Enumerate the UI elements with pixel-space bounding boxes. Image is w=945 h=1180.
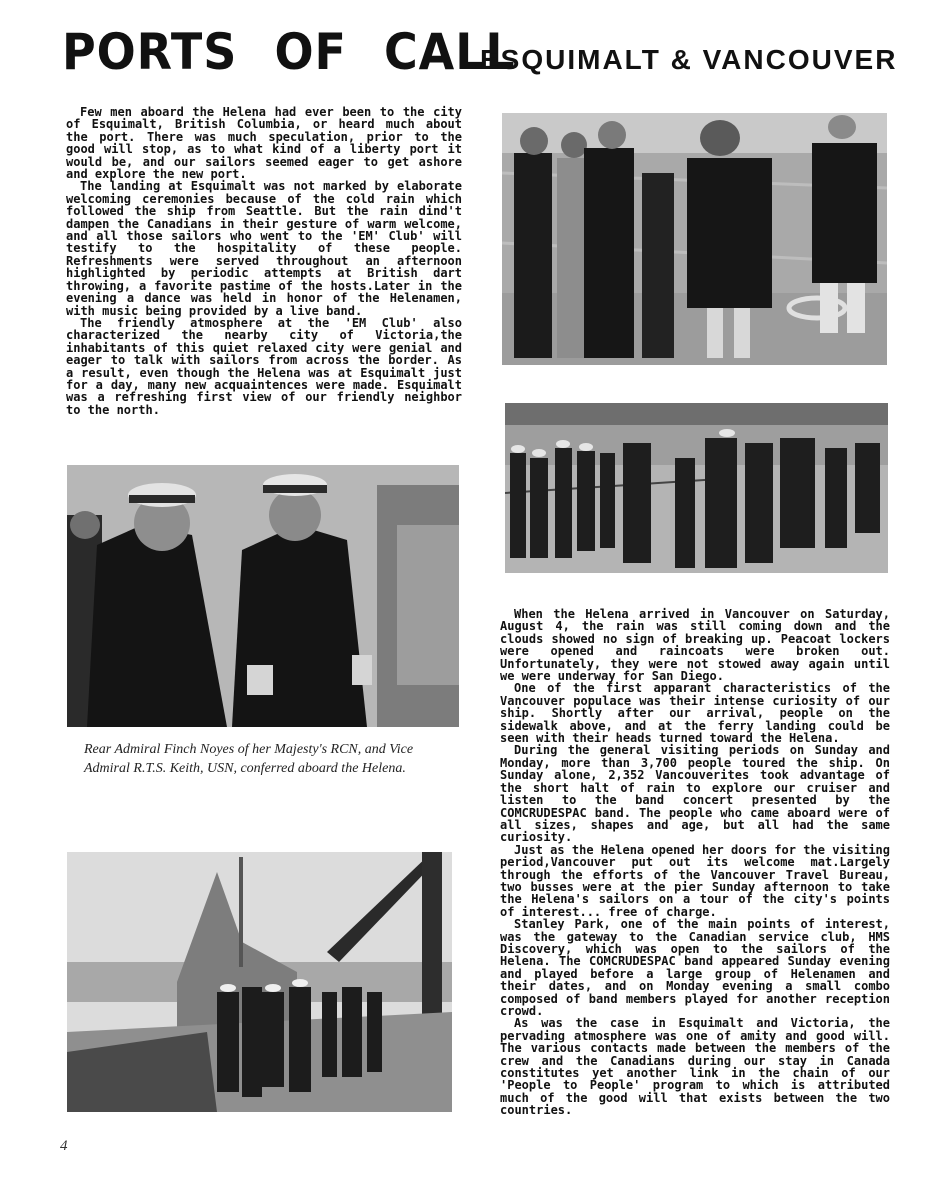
page-number: 4 — [60, 1138, 68, 1154]
right-column-text — [500, 608, 890, 1117]
paragraph: As was the case in Esquimalt and Victoria, the pervading atmosphere was one of amity and good will. The various contacts made between the members of the crew and the Canadians during our stay in Canada constitutes yet another link in the chain of our 'People to People' program to which is attributed much of the good will that exists between the two countries. — [500, 1016, 890, 1118]
left-column-text — [66, 106, 462, 416]
page-subtitle: ESQUIMALT & VANCOUVER — [480, 44, 898, 75]
paragraph: The landing at Esquimalt was not marked by elaborate welcoming ceremonies because of the cold rain which followed the ship from Seattle. But the rain dind't dampen the Canadians in their gesture of warm welcome, and all those sailors who went to the 'EM' Club' will testify to the hospitality of these people. Refreshments were served throughout an afternoon highlighted by periodic attempts at British dart throwing, a favorite pastime of the hosts.Later in the evening a dance was held in honor of the Helenamen, with music being provided by a live band. — [66, 179, 462, 318]
paragraph: The friendly atmosphere at the 'EM Club' also characterized the nearby city of Victoria,the inhabitants of this quiet relaxed city were genial and eager to talk with sailors from across the border. As a result, even though the Helena was at Esquimalt just for a day, many new acquaintences were made. Esquimalt was a refreshing first view of our friendly neighbor to the north. — [66, 315, 462, 417]
paragraph: Few men aboard the Helena had ever been to the city of Esquimalt, British Columbia, or heard much about the port. There was much speculation, prior to the good will stop, as to what kind of a liberty port it would be, and our sailors seemed eager to get ashore and explore the new port. — [66, 105, 462, 182]
photo-sailors-with-visitors — [502, 113, 887, 365]
photo-ship-at-dock — [67, 852, 452, 1112]
paragraph: Just as the Helena opened her doors for the visiting period,Vancouver put out its welcome mat.Largely through the efforts of the Vancouver Travel Bureau, two busses were at the pier Sunday afternoon to take the Helena's sailors on a tour of the city's points of interest... free of charge. — [500, 842, 890, 919]
paragraph: During the general visiting periods on Sunday and Monday, more than 3,700 people toured the ship. On Sunday alone, 2,352 Vancouverites took advantage of the short halt of rain to explore our cruiser and listen to the band concert presented by the COMCRUDESPAC band. The people who came aboard were of all sizes, shapes and age, but all had the same curiosity. — [500, 743, 890, 845]
page-title: PORTS OF CALL — [62, 23, 516, 81]
paragraph: Stanley Park, one of the main points of interest, was the gateway to the Canadian service club, HMS Discovery, which was open to the sailors of the Helena. The COMCRUDESPAC band appeared Sunday evening and played before a large group of Helenamen and their dates, and on Monday evening a small combo composed of band members played for another reception crowd. — [500, 917, 890, 1018]
photo-caption: Rear Admiral Finch Noyes of her Majesty's RCN, and Vice Admiral R.T.S. Keith, USN, conferred aboard the Helena. — [84, 742, 414, 776]
paragraph: When the Helena arrived in Vancouver on Saturday, August 4, the rain was still coming down and the clouds showed no sign of breaking up. Peacoat lockers were opened and raincoats were broken out. Unfortunately, they were not stowed away again until we were underway for San Diego. — [500, 607, 890, 684]
paragraph: One of the first apparant characteristics of the Vancouver populace was their intense curiosity of our ship. Shortly after our arrival, people on the sidewalk above, and at the ferry landing could be seen with their heads turned toward the Helena. — [500, 681, 890, 746]
photo-admirals — [67, 465, 459, 727]
photo-crowd-on-pier — [505, 403, 888, 573]
